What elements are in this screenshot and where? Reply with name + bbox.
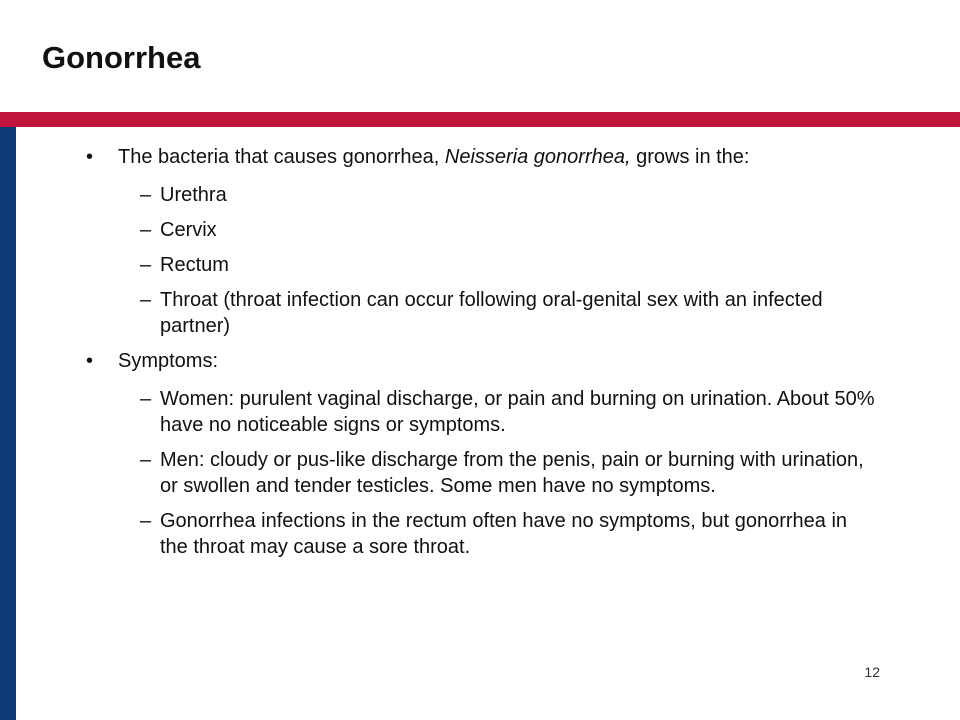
sub-bullet-rectum-throat: [80, 508, 880, 560]
bullet-text: Symptoms:: [118, 350, 219, 372]
sub-bullet-men: [80, 447, 880, 499]
bullet-marker: •: [86, 146, 94, 168]
sub-bullet-urethra: [80, 182, 880, 208]
sub-bullet-marker: –: [140, 219, 152, 241]
sub-bullet-marker: –: [140, 184, 152, 206]
bullet-symptoms: [80, 348, 880, 374]
sub-bullet-throat: [80, 287, 880, 339]
side-accent-bar: [0, 127, 16, 720]
slide-body: [80, 144, 880, 569]
bullet-text-italic: Neisseria gonorrhea,: [444, 146, 631, 168]
bullet-text: [118, 144, 880, 170]
sub-bullet-text: Rectum: [160, 254, 229, 276]
bullet-text-after: grows in the:: [636, 146, 750, 168]
sub-bullet-text: Women: purulent vaginal discharge, or pain and burning on urination. About 50% have no noticeable signs or symptoms.: [160, 388, 875, 436]
sub-bullet-cervix: [80, 217, 880, 243]
header-accent-bar: [0, 112, 960, 127]
bullet-bacteria-growth: [80, 144, 880, 170]
sub-bullet-marker: –: [140, 254, 152, 276]
sub-bullet-text: Urethra: [160, 184, 227, 206]
sub-bullet-women: [80, 386, 880, 438]
sub-bullet-marker: –: [140, 449, 152, 471]
sub-bullet-text: Gonorrhea infections in the rectum often have no symptoms, but gonorrhea in the throat may cause a sore throat.: [160, 510, 848, 558]
bullet-marker: •: [86, 350, 94, 372]
slide-title: Gonorrhea: [42, 40, 201, 75]
sub-bullet-text: Men: cloudy or pus-like discharge from the penis, pain or burning with urination, or swollen and tender testicles. Some men have no symptoms.: [160, 449, 864, 497]
sub-bullet-rectum: [80, 252, 880, 278]
sub-bullet-marker: –: [140, 289, 152, 311]
sub-bullet-marker: –: [140, 510, 152, 532]
page-number: 12: [864, 664, 880, 680]
sub-bullet-text: Cervix: [160, 219, 217, 241]
bullet-text-before: The bacteria that causes gonorrhea,: [118, 146, 440, 168]
sub-bullet-marker: –: [140, 388, 152, 410]
sub-bullet-text: Throat (throat infection can occur following oral-genital sex with an infected partner): [160, 289, 823, 337]
